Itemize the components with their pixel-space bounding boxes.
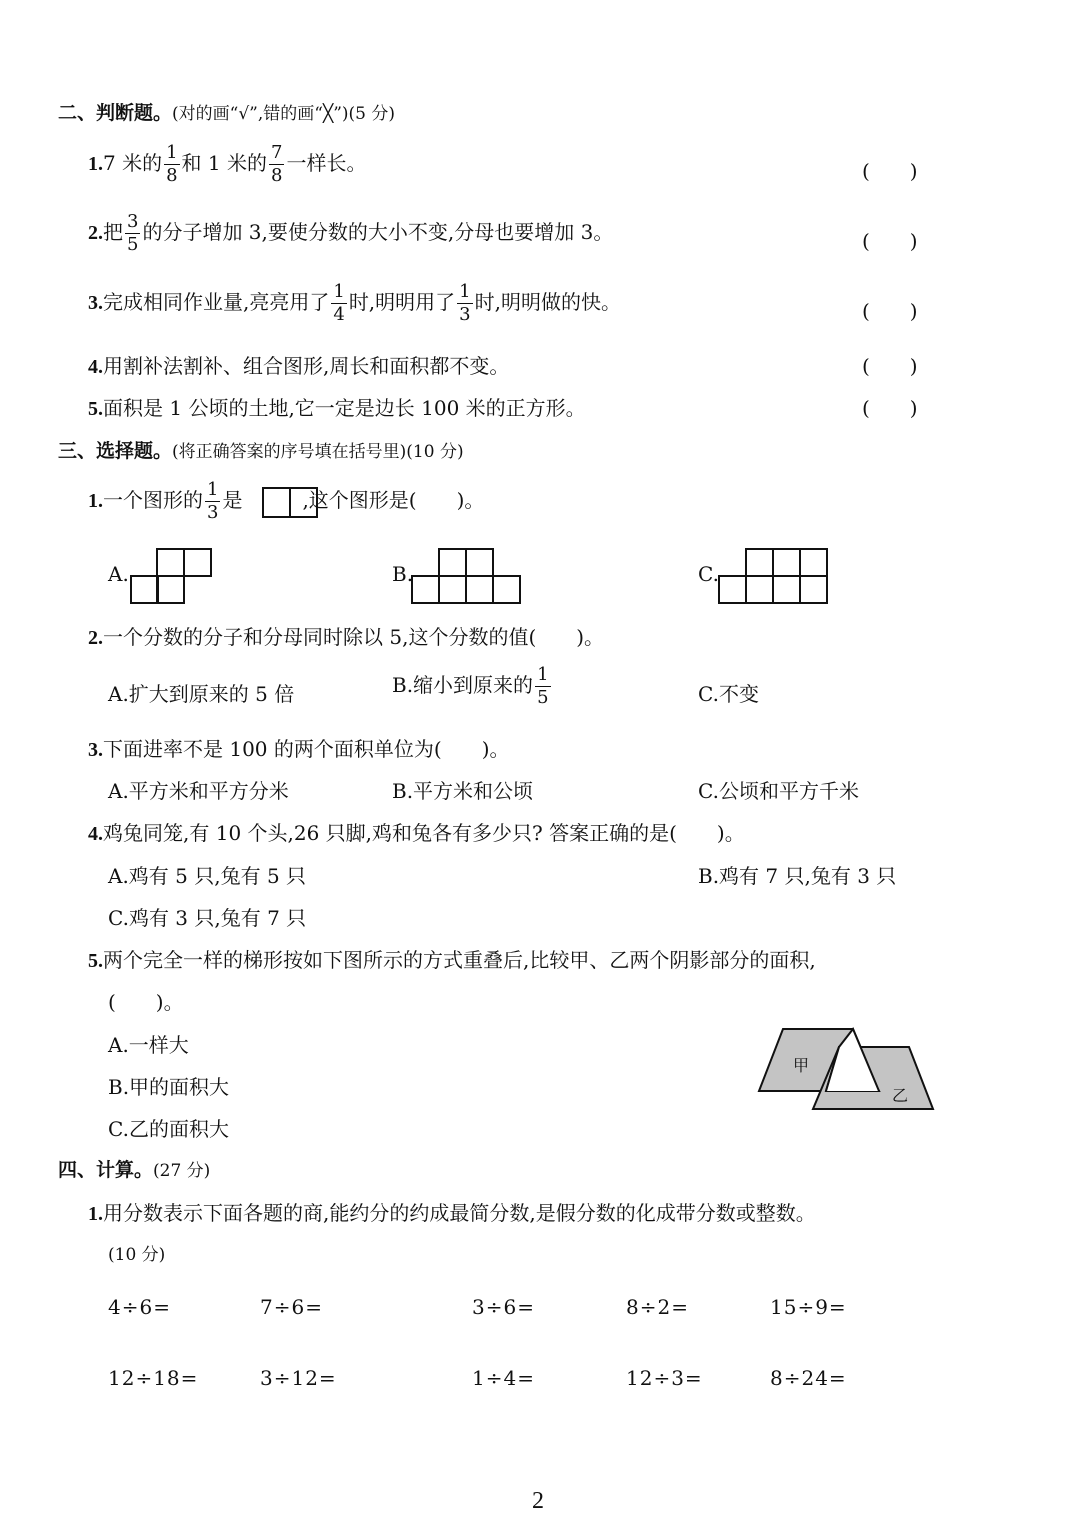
- two-squares-figure: [262, 487, 320, 519]
- q3-option-b[interactable]: B.平方米和公顷: [392, 779, 534, 803]
- calc-expression[interactable]: 8÷2=: [626, 1295, 689, 1319]
- section4-title: 四、计算。: [58, 1159, 154, 1181]
- judge-item-1: 1.7 米的 $\frac{1}{8}$ 和 1 米的 $\frac{7}{8}$ 一样长。: [88, 142, 367, 186]
- section2-title: 二、判断题。: [58, 102, 173, 124]
- judge-item-2: 2.把 $\frac{3}{5}$ 的分子增加 3,要使分数的大小不变,分母也要增加 3。: [88, 211, 614, 255]
- q3-option-a[interactable]: A.平方米和平方分米: [108, 779, 289, 803]
- section2-heading: [58, 98, 395, 125]
- fraction: $\frac{1}{8}$: [166, 142, 178, 186]
- answer-paren[interactable]: ( ): [862, 396, 918, 420]
- judge-item-5: 5.面积是 1 公顷的土地,它一定是边长 100 米的正方形。: [88, 396, 586, 420]
- calc-expression[interactable]: 3÷12=: [260, 1366, 337, 1390]
- answer-paren[interactable]: ( ): [862, 229, 918, 253]
- q1-option-a-figure: [130, 548, 214, 606]
- fraction: $\frac{1}{3}$: [207, 479, 219, 523]
- page-number: 2: [532, 1488, 544, 1514]
- calc-expression[interactable]: 1÷4=: [472, 1366, 535, 1390]
- q1-option-b-figure: [411, 548, 523, 606]
- q4-option-c[interactable]: C.鸡有 3 只,兔有 7 只: [108, 906, 307, 930]
- choice-q2: 2.一个分数的分子和分母同时除以 5,这个分数的值( )。: [88, 625, 605, 649]
- overlapping-trapezoids-figure: [755, 1025, 937, 1113]
- calc-expression[interactable]: 7÷6=: [260, 1295, 323, 1319]
- choice-q5: 5.两个完全一样的梯形按如下图所示的方式重叠后,比较甲、乙两个阴影部分的面积,: [88, 948, 816, 972]
- q3-option-c[interactable]: C.公顷和平方千米: [698, 779, 859, 803]
- q5-option-c[interactable]: C.乙的面积大: [108, 1117, 229, 1141]
- q1-option-a-label[interactable]: A.: [108, 562, 129, 586]
- answer-paren[interactable]: ( ): [862, 299, 918, 323]
- calc-q1-score: (10 分): [108, 1245, 166, 1265]
- q2-option-b[interactable]: B.缩小到原来的 $\frac{1}{5}$: [392, 664, 549, 708]
- calc-expression[interactable]: 12÷18=: [108, 1366, 199, 1390]
- calc-expression[interactable]: 3÷6=: [472, 1295, 535, 1319]
- q4-option-a[interactable]: A.鸡有 5 只,兔有 5 只: [108, 864, 307, 888]
- section3-note: (将正确答案的序号填在括号里)(10 分): [172, 442, 464, 462]
- calc-expression[interactable]: 8÷24=: [770, 1366, 847, 1390]
- choice-q1: 1.一个图形的 $\frac{1}{3}$ 是 ,这个图形是( )。: [88, 479, 485, 523]
- item-number: 3.: [88, 292, 103, 314]
- calc-expression[interactable]: 4÷6=: [108, 1295, 171, 1319]
- answer-paren[interactable]: ( ): [862, 354, 918, 378]
- q4-option-b[interactable]: B.鸡有 7 只,兔有 3 只: [698, 864, 897, 888]
- fraction: $\frac{1}{5}$: [537, 664, 549, 708]
- calc-q1: 1.用分数表示下面各题的商,能约分的约成最简分数,是假分数的化成带分数或整数。: [88, 1201, 816, 1225]
- q5-answer-paren[interactable]: ( )。: [108, 990, 184, 1014]
- fraction: $\frac{3}{5}$: [127, 211, 139, 255]
- fraction: $\frac{7}{8}$: [271, 142, 283, 186]
- item-number: 5.: [88, 398, 103, 420]
- q5-option-a[interactable]: A.一样大: [108, 1033, 189, 1057]
- section4-note: (27 分): [153, 1161, 211, 1181]
- q1-option-b-label[interactable]: B.: [392, 562, 414, 586]
- judge-item-4: 4.用割补法割补、组合图形,周长和面积都不变。: [88, 354, 510, 378]
- q1-option-c-figure: [718, 548, 832, 606]
- choice-q4: 4.鸡兔同笼,有 10 个头,26 只脚,鸡和兔各有多少只? 答案正确的是( )。: [88, 821, 745, 845]
- label-jia: 甲: [793, 1056, 810, 1075]
- answer-paren[interactable]: ( ): [862, 159, 918, 183]
- choice-q3: 3.下面进率不是 100 的两个面积单位为( )。: [88, 737, 510, 761]
- q5-option-b[interactable]: B.甲的面积大: [108, 1075, 230, 1099]
- calc-expression[interactable]: 12÷3=: [626, 1366, 703, 1390]
- fraction: $\frac{1}{4}$: [333, 281, 345, 325]
- section2-note: (对的画“√”,错的画“╳”)(5 分): [172, 104, 395, 124]
- q1-option-c-label[interactable]: C.: [698, 562, 719, 586]
- section3-heading: [58, 436, 464, 463]
- fraction: $\frac{1}{3}$: [459, 281, 471, 325]
- section3-title: 三、选择题。: [58, 440, 173, 462]
- section4-heading: [58, 1155, 210, 1182]
- item-number: 1.: [88, 153, 103, 175]
- item-number: 2.: [88, 222, 103, 244]
- item-number: 4.: [88, 356, 103, 378]
- q2-option-c[interactable]: C.不变: [698, 682, 759, 706]
- judge-item-3: 3.完成相同作业量,亮亮用了 $\frac{1}{4}$ 时,明明用了 $\frac{1}{3}$ 时,明明做的快。: [88, 281, 621, 325]
- calc-expression[interactable]: 15÷9=: [770, 1295, 847, 1319]
- label-yi: 乙: [892, 1086, 909, 1105]
- q2-option-a[interactable]: A.扩大到原来的 5 倍: [108, 682, 295, 706]
